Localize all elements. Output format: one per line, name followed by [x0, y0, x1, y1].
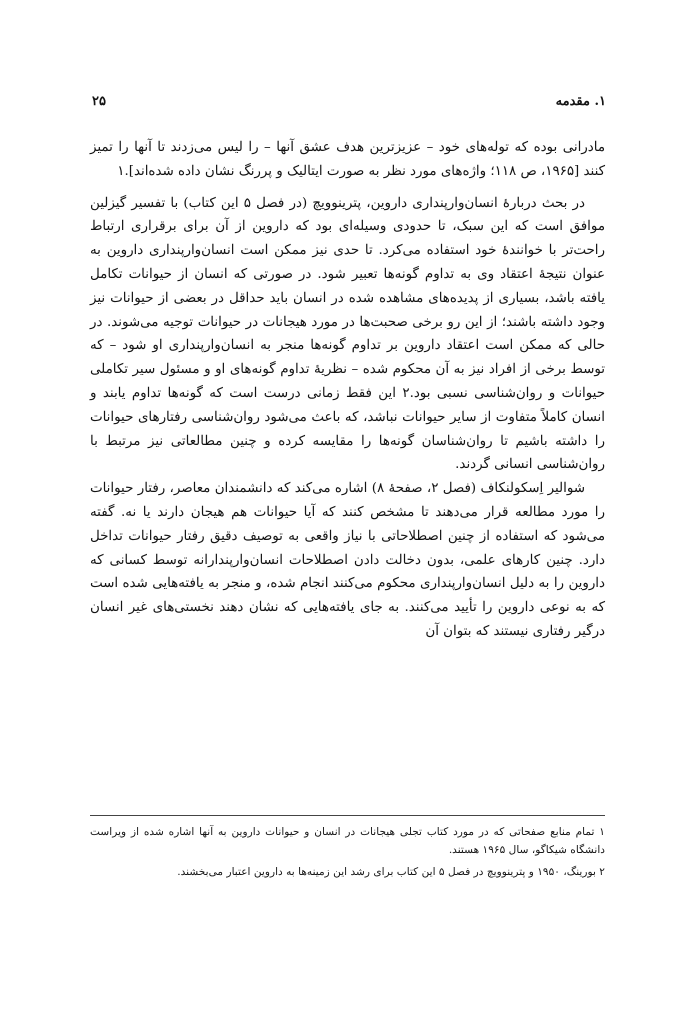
paragraph-anthropomorphism: در بحث دربارهٔ انسان‌وارپنداری داروین، پترینوویچ (در فصل ۵ این کتاب) با تفسیر گیزلین موافق است که این سبک، تا حدودی وسیله‌ای بود که داروین از آن برای برقراری ارتباط راحت‌تر با خوانندهٔ خود استفاده می‌کرد. تا حدی نیز ممکن است انسان‌وارپنداری داروین به عنوان نتیجهٔ اعتقاد وی به تداوم گونه‌ها تعبیر شود. در صورتی که انسان از حیوانات تکامل یافته باشد، بسیاری از پدیده‌های مشاهده شده در انسان باید حداقل در بعضی از حیوانات نیز وجود داشته باشند؛ از این رو برخی صحبت‌ها در مورد هیجانات در حیوانات توجیه می‌شوند. در حالی که ممکن است اعتقاد داروین بر تداوم گونه‌ها منجر به انسان‌وارپنداری او شود – که توسط برخی از افراد نیز به آن محکوم شده – نظریهٔ تداوم گونه‌های او و مسئول سیر تکاملی حیوانات و روان‌شناسی نسبی بود.۲ این فقط زمانی درست است که گونه‌ها تداوم یابند و انسان کاملاً متفاوت از سایر حیوانات نباشد، که باعث می‌شود روان‌شناسی رفتارهای حیوانات را داشته باشیم تا روان‌شناسان گونه‌ها را مقایسه کرده و چنین مطالعاتی نیز مرتبط با روان‌شناسی انسانی گردند. [90, 195, 605, 473]
footnote-divider [90, 815, 605, 816]
footnote-1: ۱ تمام منابع صفحاتی که در مورد کتاب تجلی هیجانات در انسان و حیوانات داروین به آنها اشاره شده از ویراست دانشگاه شیکاگو، سال ۱۹۶۵ هستند. [90, 826, 605, 856]
paragraph-quote-continuation: مادرانی بوده که توله‌های خود – عزیزترین هدف عشق آنها – را لیس می‌زدند تا آنها را تمیز کنند [۱۹۶۵، ص ۱۱۸؛ واژه‌های مورد نظر به صورت ایتالیک و پررنگ نشان داده شده‌اند].۱ [90, 140, 605, 179]
body-text [90, 136, 605, 644]
footnote-2: ۲ بورینگ، ۱۹۵۰ و پترینوویچ در فصل ۵ این کتاب برای رشد این زمینه‌ها به داروین اعتبار می‌بخشند. [177, 866, 605, 878]
page-number: ۲۵ [92, 94, 106, 109]
paragraph-contemporary-scientists: شوالیر اِسکولنکاف (فصل ۲، صفحهٔ ۸) اشاره می‌کند که دانشمندان معاصر، رفتار حیوانات را مورد مطالعه قرار می‌دهند تا مشخص کنند که آیا حیوانات هم هیجان دارند یا نه. گفته می‌شود که استفاده از چنین اصطلاحاتی با نیاز واقعی به توصیف دقیق رفتار حیوانات تداخل دارد. چنین کارهای علمی، بدون دخالت دادن اصطلاحات انسان‌وارپندارانه توسط کسانی که داروین را به دلیل انسان‌وارپنداری محکوم می‌کنند انجام شده، و منجر به یافته‌هایی شده است که به نوعی داروین را تأیید می‌کنند. به جای یافته‌هایی که نشان دهند نخستی‌های غیر انسان درگیر رفتاری نیستند که بتوان آن [90, 481, 605, 639]
footnotes [90, 823, 605, 885]
running-header [92, 94, 606, 114]
chapter-title: ۱. مقدمه [555, 94, 606, 109]
